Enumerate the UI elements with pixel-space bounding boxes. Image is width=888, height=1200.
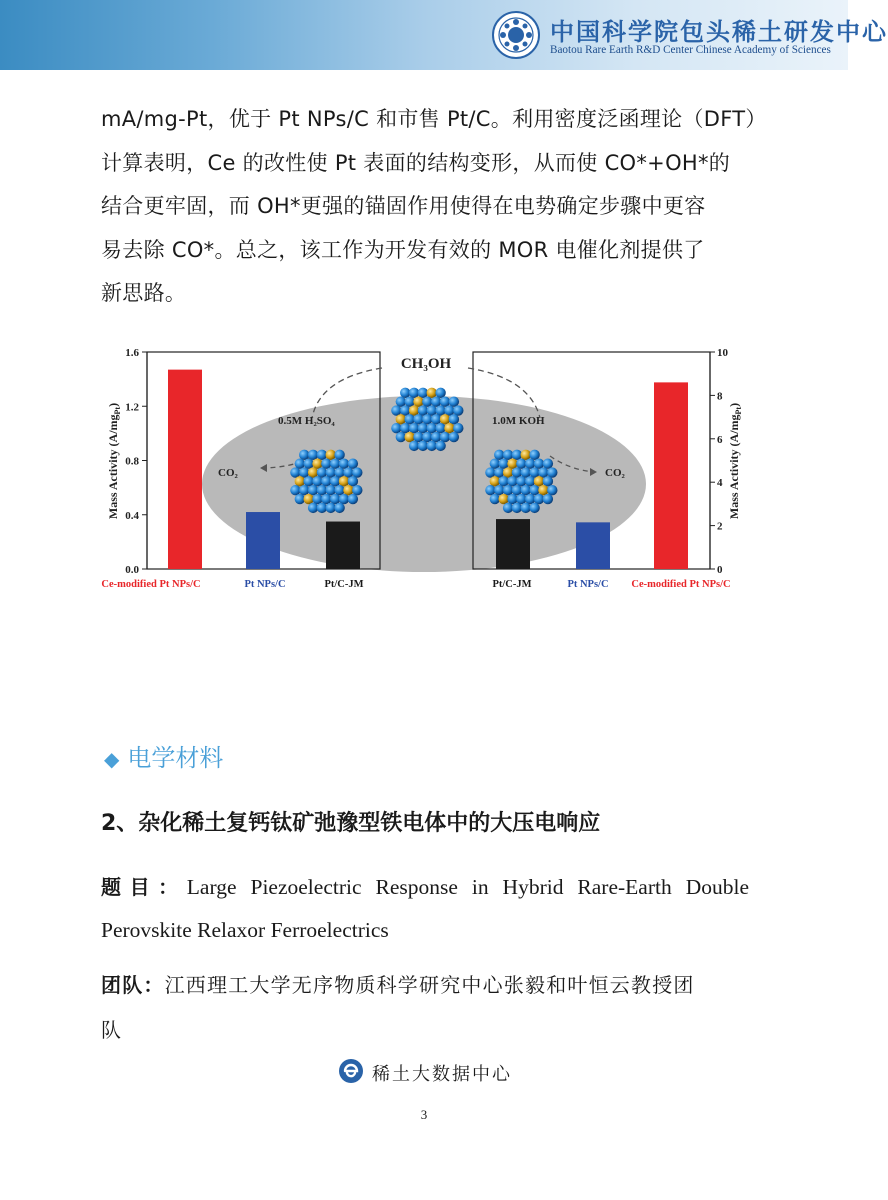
pt-atom: [427, 441, 437, 451]
ce-atom: [444, 423, 454, 433]
team-line: [101, 963, 749, 1008]
pt-atom: [507, 494, 517, 504]
footer-brand-text: 稀土大数据中心: [372, 1064, 512, 1085]
cas-logo-icon: [492, 11, 540, 59]
pt-atom: [449, 432, 459, 442]
section-heading: [104, 738, 223, 773]
pt-atom: [534, 494, 544, 504]
pt-atom: [396, 432, 406, 442]
pt-atom: [352, 467, 362, 477]
pt-atom: [516, 458, 526, 468]
right-tick-label: 8: [717, 390, 723, 403]
pt-atom: [400, 405, 410, 415]
ce-atom: [440, 414, 450, 424]
pt-atom: [431, 432, 441, 442]
pt-atom: [494, 450, 504, 460]
pt-atom: [391, 423, 401, 433]
left-tick-label: 1.6: [125, 347, 139, 359]
pt-atom: [543, 458, 553, 468]
bar-right-0: [496, 519, 530, 569]
pt-atom: [409, 388, 419, 398]
left-tick-label: 0.4: [125, 509, 139, 522]
pt-atom: [440, 432, 450, 442]
pt-atom: [334, 503, 344, 513]
co2-label-right: CO₂: [605, 467, 625, 479]
title-text: Large Piezoelectric Response in Hybrid Rare-Earth Double: [186, 875, 749, 899]
left-tick-label: 0.0: [125, 564, 139, 576]
left-category-label: Pt NPs/C: [244, 579, 286, 590]
pt-atom: [422, 396, 432, 406]
pt-atom: [529, 503, 539, 513]
pt-atom: [431, 414, 441, 424]
pt-atom: [490, 458, 500, 468]
pt-atom: [400, 423, 410, 433]
pt-atom: [299, 450, 309, 460]
pt-atom: [295, 494, 305, 504]
big-data-logo-icon: [338, 1058, 364, 1084]
page-header: [0, 0, 888, 70]
right-tick-label: 4: [717, 477, 723, 490]
paragraph-line: 新思路。: [101, 281, 187, 305]
pt-atom: [494, 467, 504, 477]
left-category-label: Ce-modified Pt NPs/C: [101, 579, 201, 590]
pt-atom: [444, 405, 454, 415]
pt-atom: [435, 405, 445, 415]
pt-atom: [422, 414, 432, 424]
paragraph-line: 结合更牢固，而 OH*更强的锚固作用使得在电势确定步骤中更容: [101, 194, 706, 218]
pt-atom: [339, 494, 349, 504]
ce-atom: [534, 476, 544, 486]
bar-left-2: [326, 522, 360, 569]
pt-atom: [534, 458, 544, 468]
bar-left-0: [168, 370, 202, 569]
right-tick-label: 0: [717, 564, 723, 576]
ce-atom: [507, 458, 517, 468]
pt-atom: [348, 458, 358, 468]
acid-electrolyte-label: 0.5M H₂SO₄: [278, 415, 335, 427]
ce-atom: [521, 450, 531, 460]
ce-atom: [308, 467, 318, 477]
pt-atom: [516, 476, 526, 486]
pt-atom: [547, 485, 557, 495]
pt-atom: [348, 494, 358, 504]
pt-atom: [507, 476, 517, 486]
pt-atom: [485, 485, 495, 495]
pt-atom: [427, 423, 437, 433]
pt-atom: [295, 458, 305, 468]
left-axis: [106, 347, 147, 576]
pt-atom: [494, 485, 504, 495]
pt-atom: [409, 441, 419, 451]
right-axis: [710, 347, 743, 576]
article-title-line: Perovskite Relaxor Ferroelectrics: [101, 918, 389, 942]
pt-atom: [431, 396, 441, 406]
pt-atom: [547, 467, 557, 477]
bar-right-2: [654, 382, 688, 569]
ce-atom: [409, 405, 419, 415]
pt-atom: [326, 467, 336, 477]
left-tick-label: 0.8: [125, 455, 139, 468]
methanol-label: CH₃OH: [400, 356, 452, 372]
team-label: 团队：: [101, 973, 165, 997]
ce-atom: [490, 476, 500, 486]
pt-atom: [299, 485, 309, 495]
pt-atom: [352, 485, 362, 495]
paragraph-line: 计算表明，Ce 的改性使 Pt 表面的结构变形，从而使 CO*+OH*的: [101, 150, 731, 175]
pt-atom: [308, 450, 318, 460]
pt-atom: [453, 423, 463, 433]
right-tick-label: 2: [717, 520, 723, 533]
pt-atom: [326, 485, 336, 495]
pt-atom: [400, 388, 410, 398]
ce-atom: [538, 485, 548, 495]
article-team: [101, 963, 749, 1053]
ce-atom: [326, 450, 336, 460]
paragraph-line: mA/mg-Pt，优于 Pt NPs/C 和市售 Pt/C。利用密度泛函理论（DFT）: [101, 107, 767, 131]
left-tick-label: 1.2: [125, 401, 139, 414]
pt-atom: [435, 441, 445, 451]
pt-atom: [503, 503, 513, 513]
pt-atom: [435, 388, 445, 398]
pt-atom: [449, 396, 459, 406]
pt-atom: [521, 467, 531, 477]
pt-atom: [418, 388, 428, 398]
mass-activity-figure: [100, 338, 750, 600]
pt-atom: [529, 467, 539, 477]
pt-atom: [490, 494, 500, 504]
ce-atom: [427, 388, 437, 398]
paragraph-line: 易去除 CO*。总之，该工作为开发有效的 MOR 电催化剂提供了: [101, 237, 705, 262]
ce-atom: [498, 494, 508, 504]
section-title: 电学材料: [127, 744, 224, 772]
right-tick-label: 10: [717, 347, 728, 359]
pt-atom: [440, 396, 450, 406]
ce-atom: [413, 396, 423, 406]
pt-atom: [538, 467, 548, 477]
pt-atom: [404, 414, 414, 424]
pt-atom: [485, 467, 495, 477]
pt-atom: [413, 414, 423, 424]
alkaline-electrolyte-label: 1.0M KOH: [492, 415, 545, 427]
pt-atom: [348, 476, 358, 486]
pt-atom: [503, 485, 513, 495]
pt-atom: [422, 432, 432, 442]
pt-atom: [503, 450, 513, 460]
co2-label-left: CO₂: [218, 467, 238, 479]
pt-atom: [299, 467, 309, 477]
pt-atom: [521, 485, 531, 495]
pt-atom: [396, 396, 406, 406]
pt-atom: [521, 503, 531, 513]
left-category-label: Pt/C-JM: [324, 579, 364, 590]
pt-atom: [516, 494, 526, 504]
team-text: 江西理工大学无序物质科学研究中心张毅和叶恒云教授团: [164, 973, 695, 997]
right-y-axis-label: Mass Activity $(A/mg_{Pt})$: [727, 402, 743, 520]
org-name-cn: 中国科学院包头稀土研发中心: [550, 17, 888, 46]
pt-atom: [529, 485, 539, 495]
pt-atom: [435, 423, 445, 433]
pt-atom: [339, 458, 349, 468]
pt-atom: [498, 458, 508, 468]
bar-right-1: [576, 522, 610, 569]
pt-atom: [543, 494, 553, 504]
article-title: [101, 866, 749, 952]
team-line: 队: [101, 1018, 123, 1042]
pt-atom: [409, 423, 419, 433]
pt-atom: [529, 450, 539, 460]
right-category-label: Pt NPs/C: [567, 579, 609, 590]
pt-atom: [308, 485, 318, 495]
ce-atom: [339, 476, 349, 486]
page-number: 3: [420, 1107, 428, 1122]
right-tick-label: 6: [717, 433, 723, 446]
pt-atom: [334, 450, 344, 460]
org-name-en: Baotou Rare Earth R&D Center Chinese Academy of Sciences: [550, 44, 831, 56]
title-label: 题目：: [101, 875, 187, 899]
pt-atom: [498, 476, 508, 486]
pt-atom: [404, 396, 414, 406]
ce-atom: [295, 476, 305, 486]
diamond-icon: ◆: [104, 747, 120, 771]
pt-atom: [308, 503, 318, 513]
right-category-label: Pt/C-JM: [492, 579, 532, 590]
pt-atom: [543, 476, 553, 486]
body-paragraph: [101, 98, 767, 316]
right-category-label: Ce-modified Pt NPs/C: [631, 579, 731, 590]
center-cluster: [391, 388, 463, 451]
pt-atom: [418, 441, 428, 451]
left-y-axis-label: Mass Activity $(A/mg_{Pt})$: [106, 402, 122, 520]
article-title-line: [101, 866, 749, 909]
pt-atom: [391, 405, 401, 415]
pt-atom: [427, 405, 437, 415]
pt-atom: [449, 414, 459, 424]
pt-atom: [418, 423, 428, 433]
pt-atom: [413, 432, 423, 442]
right-cluster: [485, 450, 557, 513]
pt-atom: [453, 405, 463, 415]
ce-atom: [396, 414, 406, 424]
pt-atom: [326, 503, 336, 513]
left-cluster: [290, 450, 362, 513]
ce-atom: [503, 467, 513, 477]
bar-left-1: [246, 512, 280, 569]
ce-atom: [404, 432, 414, 442]
pt-atom: [418, 405, 428, 415]
article-heading: 2、杂化稀土复钙钛矿弛豫型铁电体中的大压电响应: [101, 811, 601, 836]
